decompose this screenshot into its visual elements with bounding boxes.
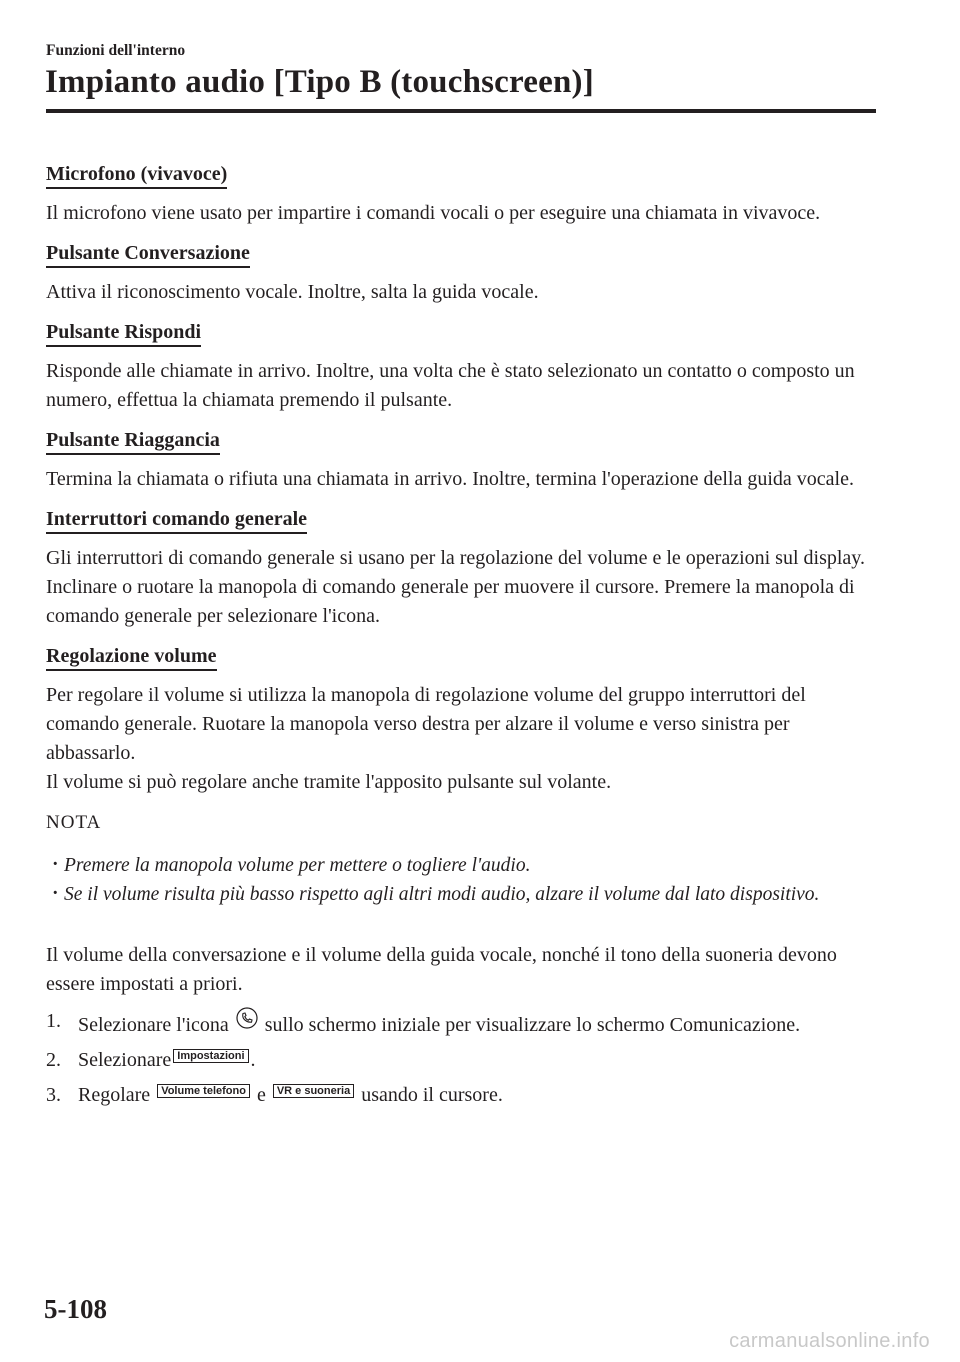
page-title: Impianto audio [Tipo B (touchscreen)]: [45, 64, 594, 100]
section-text-volume: Per regolare il volume si utilizza la manopola di regolazione volume del gruppo interruttori del comando generale. Ruotare la manopola verso destra per alzare il volume e verso sinistra per abbassarlo.: [46, 684, 806, 764]
page-number: 5-108: [44, 1294, 107, 1324]
volume-telefono-button[interactable]: Volume telefono: [157, 1084, 250, 1098]
note-label: NOTA: [46, 812, 102, 833]
steps-list: [46, 1007, 876, 1110]
phone-icon: [236, 1007, 258, 1029]
section-text-microfono: Il microfono viene usato per impartire i comandi vocali o per eseguire una chiamata in vivavoce.: [46, 202, 821, 224]
section-text-rispondi: Risponde alle chiamate in arrivo. Inoltre, una volta che è stato selezionato un contatto o composto un numero, effettua la chiamata premendo il pulsante.: [46, 360, 855, 411]
note-item: [46, 851, 876, 880]
title-rule: [46, 109, 876, 113]
note-item: [46, 880, 876, 909]
step-number: 3.: [46, 1084, 61, 1106]
chapter-label: Funzioni dell'interno: [46, 42, 186, 59]
step-text: Selezionare: [78, 1049, 172, 1071]
section-heading-riaggancia: Pulsante Riaggancia: [46, 428, 220, 455]
bullet-icon: ·: [52, 854, 59, 875]
step-text: usando il cursore.: [361, 1084, 503, 1106]
step-text: .: [250, 1049, 256, 1071]
note-item-text: Se il volume risulta più basso rispetto agli altri modi audio, alzare il volume dal lato dispositivo.: [64, 884, 820, 905]
watermark: carmanualsonline.info: [729, 1330, 930, 1352]
note-item-text: Premere la manopola volume per mettere o togliere l'audio.: [64, 855, 531, 876]
section-heading-rispondi: Pulsante Rispondi: [46, 320, 201, 347]
section-text-volume-2: Il volume si può regolare anche tramite l'apposito pulsante sul volante.: [46, 771, 612, 793]
section-text-interruttori: Gli interruttori di comando generale si usano per la regolazione del volume e le operazioni sul display. Inclinare o ruotare la manopola di comando generale per muovere il cursore. Premere la manopola di comando generale per selezionare l'icona.: [46, 547, 865, 627]
impostazioni-button[interactable]: Impostazioni: [173, 1049, 248, 1063]
note-list: [46, 851, 876, 909]
bullet-icon: ·: [52, 883, 59, 904]
section-heading-interruttori: Interruttori comando generale: [46, 507, 307, 534]
step-item: [46, 1046, 876, 1075]
step-text: sullo schermo iniziale per visualizzare lo schermo Comunicazione.: [264, 1014, 801, 1036]
step-number: 1.: [46, 1010, 61, 1032]
section-heading-volume: Regolazione volume: [46, 644, 217, 671]
step-text: Regolare: [78, 1084, 151, 1106]
section-text-conversazione: Attiva il riconoscimento vocale. Inoltre, salta la guida vocale.: [46, 281, 539, 303]
step-item: [46, 1081, 876, 1110]
step-number: 2.: [46, 1049, 61, 1071]
volume-intro-text: Il volume della conversazione e il volume della guida vocale, nonché il tono della suoneria devono essere impostati a priori.: [46, 944, 837, 995]
step-item: [46, 1007, 876, 1040]
section-text-riaggancia: Termina la chiamata o rifiuta una chiamata in arrivo. Inoltre, termina l'operazione della guida vocale.: [46, 468, 854, 490]
page-content: [46, 160, 876, 1116]
step-text: Selezionare l'icona: [78, 1014, 229, 1036]
step-text: e: [256, 1084, 266, 1106]
section-heading-conversazione: Pulsante Conversazione: [46, 241, 250, 268]
section-heading-microfono: Microfono (vivavoce): [46, 162, 227, 189]
vr-suoneria-button[interactable]: VR e suoneria: [273, 1084, 354, 1098]
